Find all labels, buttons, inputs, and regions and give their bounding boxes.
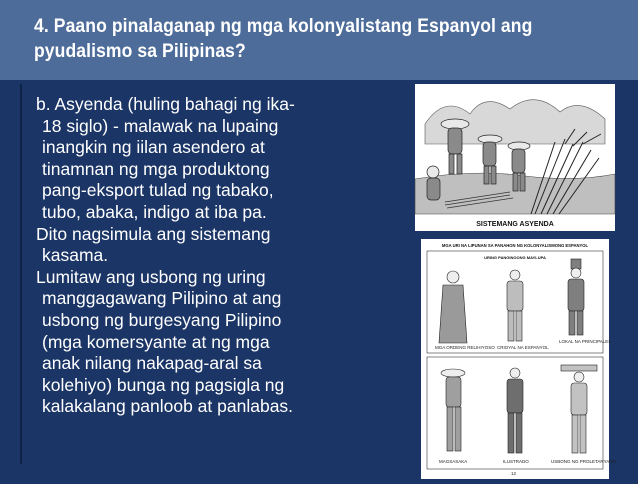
asyenda-drawing — [415, 84, 615, 231]
text-line: kalakalang panloob at panlabas. — [42, 396, 294, 417]
left-divider — [20, 84, 22, 464]
text-line: pang-eksport tulad ng tabako, — [42, 180, 274, 201]
slide-title-line: 4. Paano pinalaganap ng mga kolonyalistang Espanyol ang — [34, 15, 533, 37]
slide-body — [36, 94, 416, 418]
title-bar — [0, 0, 638, 80]
page-number: 12 — [511, 471, 517, 476]
chart-header: MGA URI NA LIPUNAN SA PANAHON NG KOLONYALISMONG ESPANYOL — [441, 243, 589, 248]
label-principales: LOKAL NA PRINCIPALES — [559, 339, 612, 344]
text-line: b. Asyenda (huling bahagi ng ika- — [36, 94, 295, 114]
text-line: tinamnan ng mga produktong — [42, 158, 270, 179]
text-line: kolehiyo) bunga ng pagsigla ng — [42, 374, 285, 395]
social-classes-illustration — [421, 239, 617, 479]
slide-title-line: pyudalismo sa Pilipinas? — [34, 40, 246, 62]
text-line: 18 siglo) - malawak na lupaing — [42, 115, 279, 136]
text-line: Lumitaw ang usbong ng uring — [36, 266, 266, 287]
asyenda-illustration — [415, 84, 615, 231]
text-line: kasama. — [42, 245, 109, 266]
asyenda-caption: SISTEMANG ASYENDA — [476, 221, 554, 228]
text-line: Dito nagsimula ang sistemang — [36, 223, 271, 244]
label-proletaryado: USBONG NG PROLETARYADO — [551, 459, 617, 464]
text-line: inangkin ng iilan asendero at — [42, 137, 265, 158]
slide-title — [34, 14, 578, 64]
paragraph-kasama — [36, 224, 416, 267]
label-ordeng-relihiyoso: MGA ORDENG RELIHIYOSO — [435, 345, 495, 350]
label-crioyal: CRIOYAL NA ESPANYOL — [497, 345, 549, 350]
text-line: (mga komersyante at ng mga — [42, 331, 270, 352]
text-line: anak nilang nakapag-aral sa — [42, 353, 262, 374]
paragraph-asyenda — [36, 94, 416, 224]
label-magsasaka: MAGSASAKA — [439, 459, 468, 464]
text-line: tubo, abaka, indigo at iba pa. — [42, 201, 267, 222]
paragraph-usbong — [36, 267, 416, 418]
text-line: manggagawang Pilipino at ang — [42, 288, 282, 309]
text-line: usbong ng burgesyang Pilipino — [42, 309, 282, 330]
social-classes-drawing — [421, 239, 612, 479]
label-ilustrado: ILUSTRADO — [503, 459, 529, 464]
chart-subheader: URING PANGINOONG MAYLUPA — [484, 255, 546, 260]
